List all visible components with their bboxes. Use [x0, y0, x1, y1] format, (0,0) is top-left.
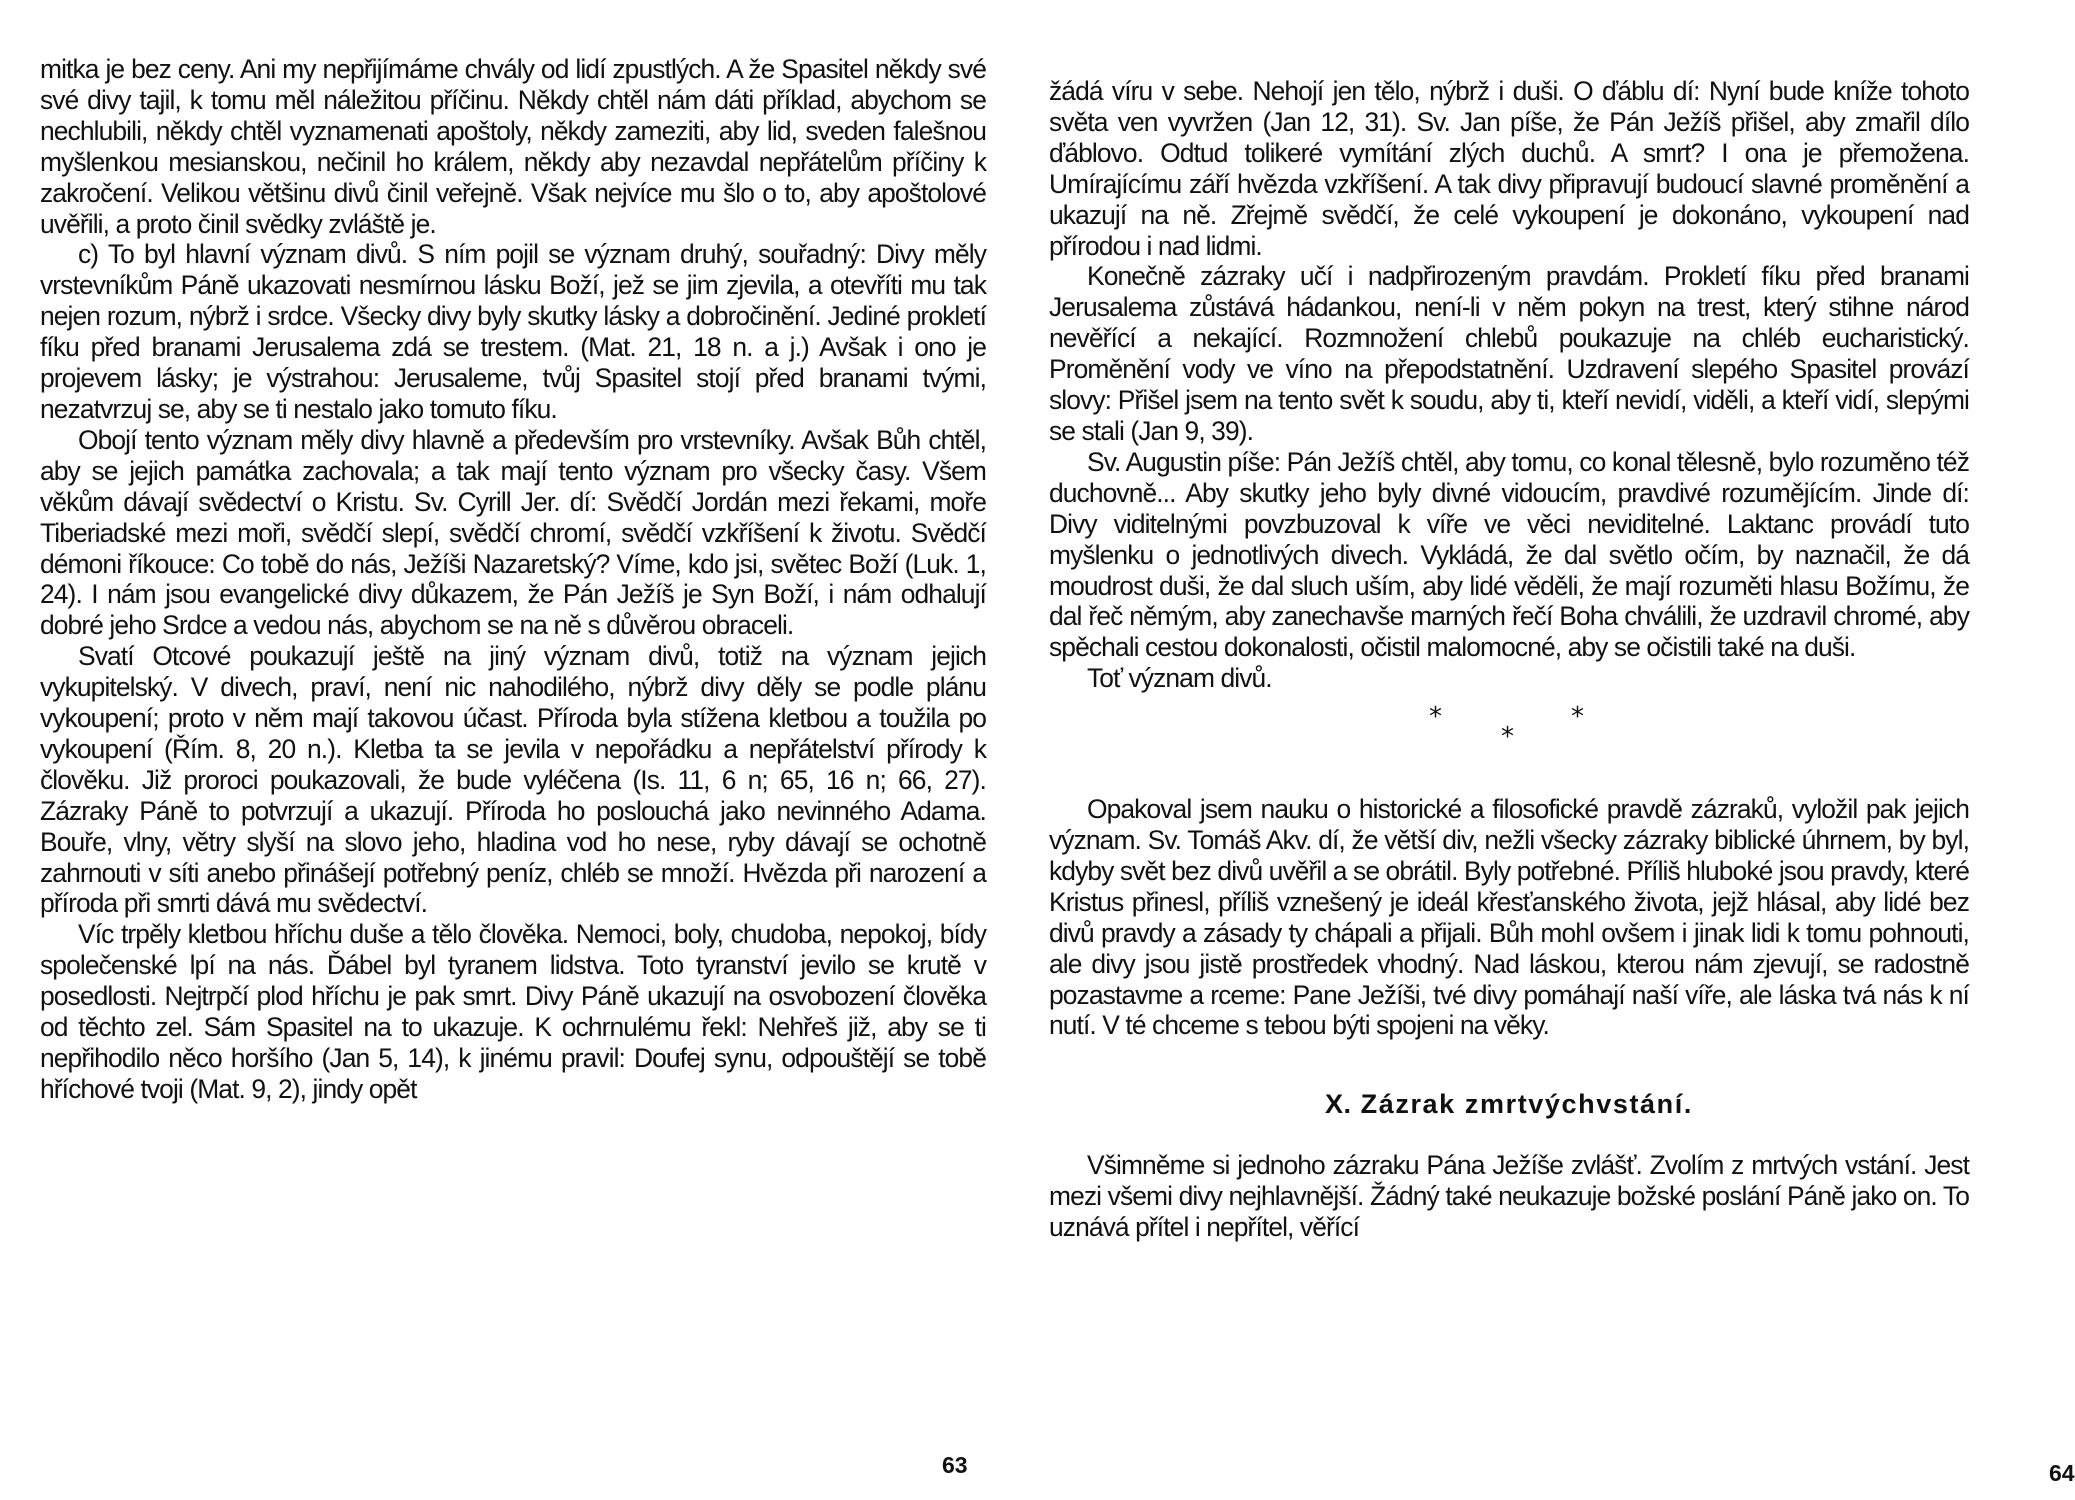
- paragraph: Víc trpěly kletbou hříchu duše a tělo člověka. Nemoci, boly, chudoba, nepokoj, bídy společenské lpí na nás. Ďábel byl tyranem lidstva. Toto tyranství jevilo se krutě v posedlosti. Nejtrpčí plod hříchu je pak smrt. Divy Páně ukazují na osvobození člověka od těchto zel. Sám Spasitel na to ukazuje. K ochrnulému řekl: Nehřeš již, aby se ti nepřihodilo něco horšího (Jan 5, 14), k jinému pravil: Doufej synu, odpouštějí se tobě hříchové tvoji (Mat. 9, 2), jindy opět: [40, 919, 986, 1104]
- page-number: 63: [942, 1452, 968, 1478]
- paragraph: c) To byl hlavní význam divů. S ním pojil se význam druhý, souřadný: Divy měly vrstevníkům Páně ukazovati nesmírnou lásku Boží, jež se jim zjevila, a otevříti mu tak nejen rozum, nýbrž i srdce. Všecky divy byly skutky lásky a dobročinění. Jediné prokletí fíku před branami Jerusalema zdá se trestem. (Mat. 21, 18 n. a j.) Avšak i ono je projevem lásky; je výstrahou: Jerusaleme, tvůj Spasitel stojí před branami tvými, nezatvrzuj se, aby se ti nestalo jako tomuto fíku.: [40, 239, 986, 424]
- closing-paragraph: Opakoval jsem nauku o historické a filosofické pravdě zázraků, vyložil pak jejich význam. Sv. Tomáš Akv. dí, že větší div, nežli všecky zázraky biblické úhrnem, by byl, kdyby svět bez divů uvěřil a se obrátil. Byly potřebné. Příliš hluboké jsou pravdy, které Kristus přinesl, příliš vznešený je ideál křesťanského života, jejž hlásal, aby lidé bez divů pravdy a zásady ty chápali a přijali. Bůh mohl ovšem i jinak lidi k tomu pohnouti, ale divy jsou jistě prostředek vhodný. Nad láskou, kterou nám zjevují, se radostně pozastavme a rceme: Pane Ježíši, tvé divy pomáhají naší víře, ale láska tvá nás k ní nutí. V té chceme s tebou býti spojeni na věky.: [1049, 794, 1969, 1041]
- separator-star: *: [1429, 702, 1442, 733]
- right-page-text: [1049, 76, 1969, 1243]
- paragraph: mitka je bez ceny. Ani my nepřijímáme chvály od lidí zpustlých. A že Spasitel někdy své své divy tajil, k tomu měl náležitou příčinu. Někdy chtěl nám dáti příklad, abychom se nechlubili, někdy chtěl vyznamenati apoštoly, někdy zameziti, aby lid, sveden falešnou myšlenkou mesianskou, nečinil ho králem, někdy aby nezavdal nepřátelům příčiny k zakročení. Velikou většinu divů činil veřejně. Však nejvíce mu šlo o to, aby apoštolové uvěřili, a proto činil svědky zvláště je.: [40, 54, 986, 239]
- page-number: 64: [2049, 1460, 2075, 1486]
- paragraph: Toť význam divů.: [1087, 663, 1272, 694]
- chapter-heading: [1049, 1089, 1969, 1120]
- paragraph: žádá víru v sebe. Nehojí jen tělo, nýbrž i duši. O ďáblu dí: Nyní bude kníže tohoto světa ven vyvržen (Jan 12, 31). Sv. Jan píše, že Pán Ježíš přišel, aby zmařil dílo ďáblovo. Odtud tolikeré vymítání zlých duchů. A smrt? I ona je přemožena. Umírajícímu září hvězda vzkříšení. A tak divy připravují budoucí slavné proměnění a ukazují na ně. Zřejmě svědčí, že celé vykoupení je dokonáno, vykoupení nad přírodou i nad lidmi.: [1049, 76, 1969, 261]
- separator-star: *: [1501, 722, 1514, 753]
- separator-star: *: [1571, 702, 1584, 733]
- paragraph: Sv. Augustin píše: Pán Ježíš chtěl, aby tomu, co konal tělesně, bylo rozuměno též duchovně... Aby skutky jeho byly divné vidoucím, pravdivé rozumějícím. Jinde dí: Divy viditelnými povzbuzoval k víře ve věci neviditelné. Laktanc provádí tuto myšlenku o jednotlivých divech. Vykládá, že dal světlo očím, by naznačil, že dá moudrost duši, že dal sluch uším, aby lidé věděli, že mají rozuměti hlasu Božímu, že dal řeč němým, aby zanechavše marných řečí Boha chválili, že uzdravil chromé, aby spěchali cestou dokonalosti, očistil malomocné, aby se očistili také na duši.: [1049, 446, 1969, 663]
- right-page: [1003, 0, 2075, 1500]
- left-page: [0, 0, 1003, 1500]
- paragraph: Obojí tento význam měly divy hlavně a především pro vrstevníky. Avšak Bůh chtěl, aby se jejich památka zachovala; a tak mají tento význam pro všecky časy. Všem věkům dávají svědectví o Kristu. Sv. Cyrill Jer. dí: Svědčí Jordán mezi řekami, moře Tiberiadské mezi moři, svědčí slepí, svědčí chromí, svědčí vzkříšení k životu. Svědčí démoni říkouce: Co tobě do nás, Ježíši Nazaretský? Víme, kdo jsi, světec Boží (Luk. 1, 24). I nám jsou evangelické divy důkazem, že Pán Ježíš je Syn Boží, i nám odhalují dobré jeho Srdce a vedou nás, abychom se na ně s důvěrou obraceli.: [40, 424, 986, 641]
- paragraph: Svatí Otcové poukazují ještě na jiný význam divů, totiž na význam jejich vykupitelský. V divech, praví, není nic nahodilého, nýbrž divy děly se podle plánu vykoupení; proto v něm mají takovou účast. Příroda byla stížena kletbou a toužila po vykoupení (Řím. 8, 20 n.). Kletba ta se jevila v nepořádku a nepřátelství přírody k člověku. Již proroci poukazovali, že bude vyléčena (Is. 11, 6 n; 65, 16 n; 66, 27). Zázraky Páně to potvrzují a ukazují. Příroda ho poslouchá jako nevinného Adama. Bouře, vlny, větry slyší na slovo jeho, hladina vod ho nese, ryby dávají se ochotně zahrnouti v síti anebo přinášejí potřebný peníz, chléb se množí. Hvězda při narození a příroda při smrti dává mu svědectví.: [40, 641, 986, 919]
- chapter-title: Zázrak zmrtvýchvstání.: [1360, 1089, 1693, 1120]
- paragraph: Konečně zázraky učí i nadpřirozeným pravdám. Prokletí fíku před branami Jerusalema zůstává hádankou, není-li v něm pokyn na trest, který stihne národ nevěřící a nekající. Rozmnožení chlebů poukazuje na chléb eucharistický. Proměnění vody ve víno na přepodstatnění. Uzdravení slepého Spasitel provází slovy: Přišel jsem na tento svět k soudu, aby ti, kteří nevidí, viděli, a kteří vidí, slepými se stali (Jan 9, 39).: [1049, 261, 1969, 446]
- section-separator: [1049, 702, 1969, 772]
- left-page-text: [40, 54, 986, 1105]
- chapter-number: X.: [1325, 1089, 1352, 1120]
- chapter-intro-paragraph: Všimněme si jednoho zázraku Pána Ježíše zvlášť. Zvolím z mrtvých vstání. Jest mezi všemi divy nejhlavnější. Žádný také neukazuje božské poslání Páně jako on. To uznává přítel i nepřítel, věřící: [1049, 1150, 1969, 1243]
